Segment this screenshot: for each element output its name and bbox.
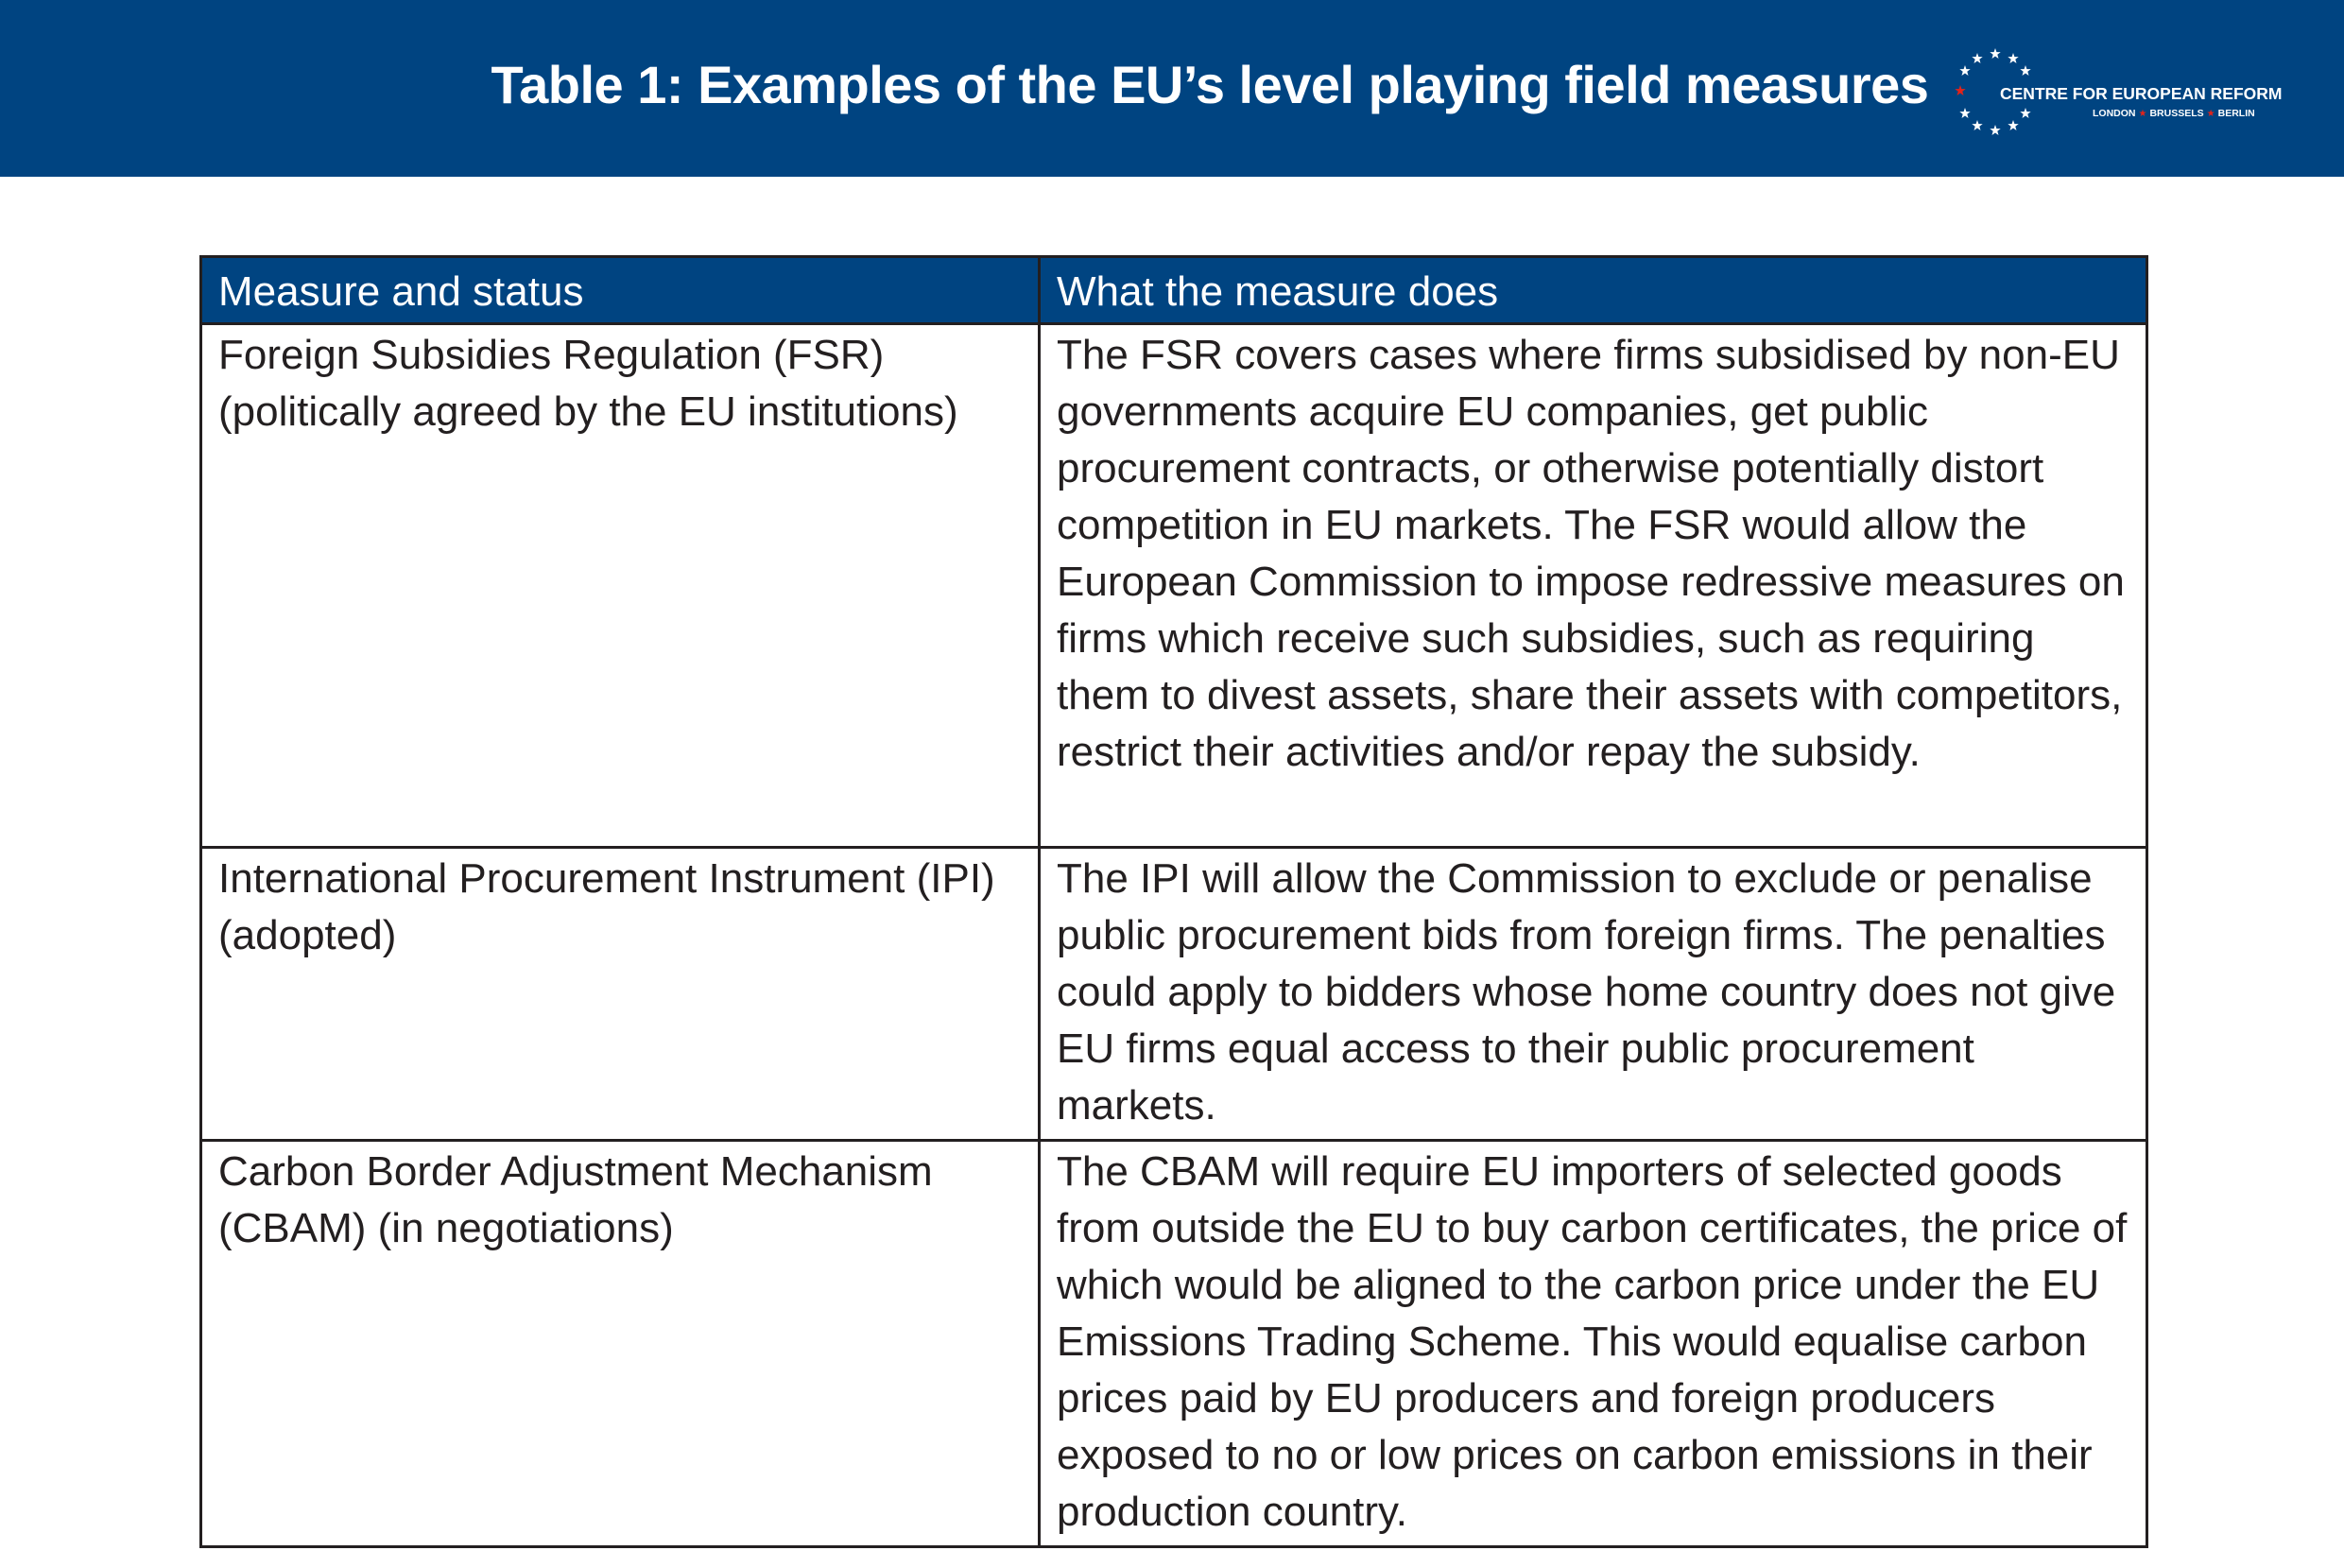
description-cell: The IPI will allow the Commission to exclude or penalise public procurement bids from foreign firms. The penalties could apply to bidders whose home country does not give EU firms equal access to their public procurement markets. bbox=[1040, 848, 2147, 1141]
table-header-row bbox=[201, 257, 2147, 324]
column-header-measure: Measure and status bbox=[201, 257, 1040, 324]
table-row bbox=[201, 1141, 2147, 1547]
star-icon bbox=[1990, 125, 2000, 135]
star-icon bbox=[2020, 108, 2030, 118]
star-icon bbox=[2020, 65, 2030, 76]
star-icon bbox=[1990, 48, 2000, 59]
logo-name: CENTRE FOR EUROPEAN REFORM bbox=[2000, 84, 2283, 103]
logo-cities bbox=[2093, 108, 2255, 120]
star-icon bbox=[1972, 53, 1982, 63]
table-row bbox=[201, 324, 2147, 848]
star-icon bbox=[2008, 120, 2018, 130]
logo-city: BRUSSELS bbox=[2149, 108, 2204, 119]
red-star-icon: ★ bbox=[2138, 109, 2147, 119]
column-header-description: What the measure does bbox=[1040, 257, 2147, 324]
star-icon bbox=[2008, 53, 2018, 63]
star-icon bbox=[1959, 108, 1970, 118]
cer-logo bbox=[1955, 47, 2283, 151]
logo-city: BERLIN bbox=[2217, 108, 2255, 119]
star-icon bbox=[1972, 120, 1982, 130]
description-cell: The FSR covers cases where firms subsidised by non-EU governments acquire EU companies, get public procurement contracts, or otherwise potentially distort competition in EU markets. The FSR would allow the European Commission to impose redressive measures on firms which receive such subsidies, such as requiring them to divest assets, share their assets with competitors, restrict their activities and/or repay the subsidy. bbox=[1040, 324, 2147, 848]
measure-cell: Carbon Border Adjustment Mechanism (CBAM) (in negotiations) bbox=[201, 1141, 1040, 1547]
measure-cell: International Procurement Instrument (IPI) (adopted) bbox=[201, 848, 1040, 1141]
header-banner bbox=[0, 0, 2344, 177]
page-title: Table 1: Examples of the EU’s level playing field measures bbox=[491, 55, 1929, 114]
description-cell: The CBAM will require EU importers of selected goods from outside the EU to buy carbon certificates, the price of which would be aligned to the carbon price under the EU Emissions Trading Scheme. This would equalise carbon prices paid by EU producers and foreign producers exposed to no or low prices on carbon emissions in their production country. bbox=[1040, 1141, 2147, 1547]
star-icon bbox=[1959, 65, 1970, 76]
measure-cell: Foreign Subsidies Regulation (FSR) (politically agreed by the EU institutions) bbox=[201, 324, 1040, 848]
red-star-icon bbox=[1955, 85, 1965, 95]
red-star-icon: ★ bbox=[2206, 109, 2215, 119]
measures-table bbox=[199, 255, 2148, 1548]
table-row bbox=[201, 848, 2147, 1141]
logo-city: LONDON bbox=[2093, 108, 2136, 119]
